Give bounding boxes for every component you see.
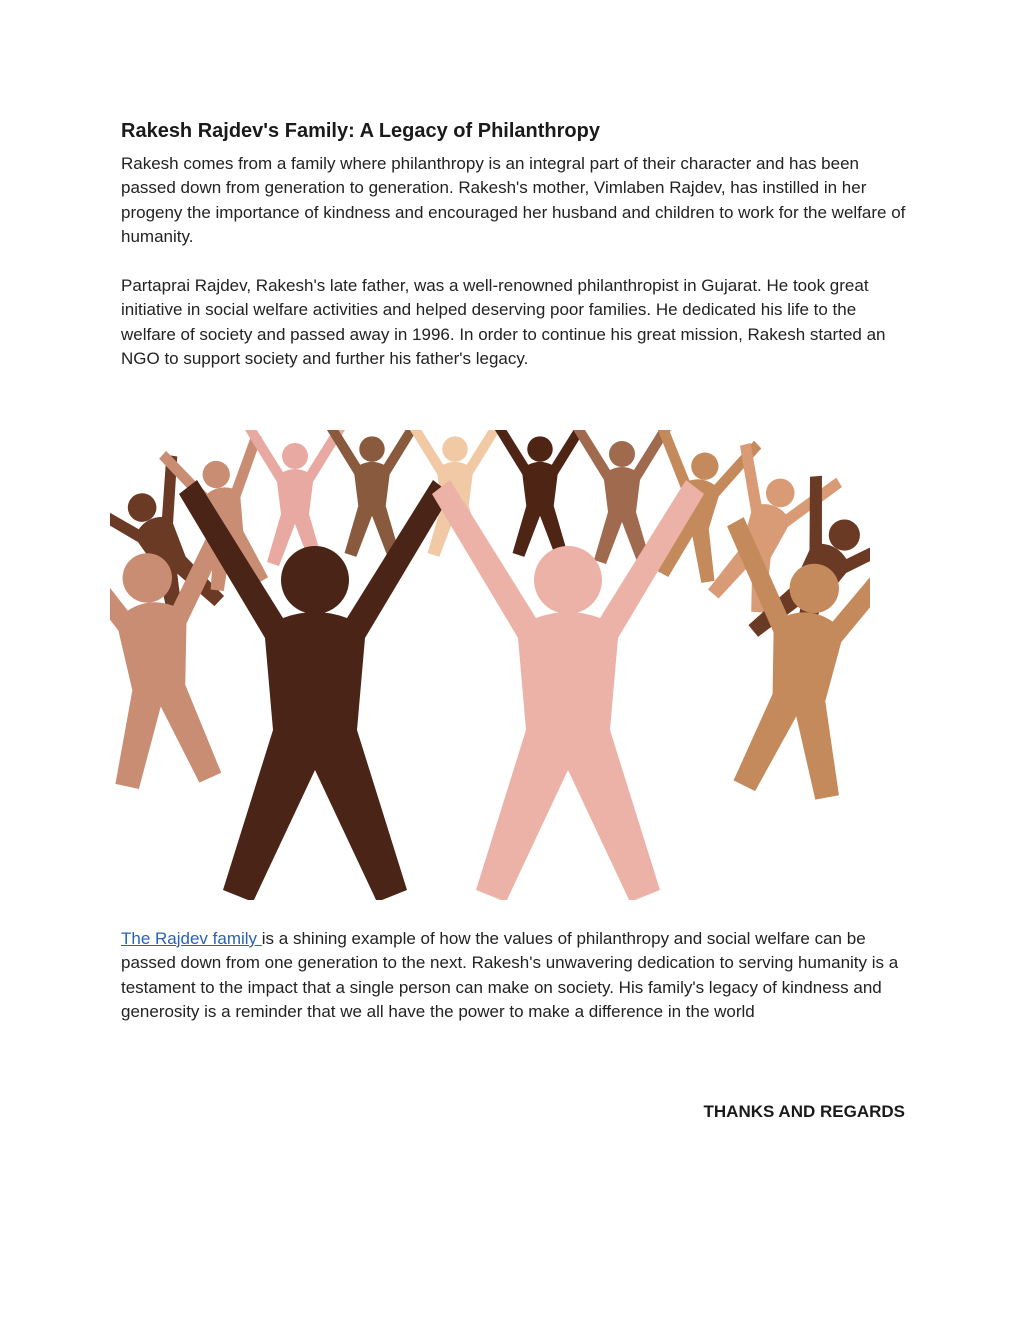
circle-of-people-icon: [110, 430, 870, 900]
signoff: THANKS AND REGARDS: [703, 1102, 905, 1121]
ring-person: [245, 430, 345, 566]
ring-person: [491, 430, 589, 557]
page-title: Rakesh Rajdev's Family: A Legacy of Philanthropy: [121, 120, 600, 142]
paragraph-conclusion: [121, 927, 911, 1025]
paragraph-conclusion-text: is a shining example of how the values of philanthropy and social welfare can be passed down from one generation to the next. Rakesh's unwavering dedication to serving humanity is a testament to the impact that a single person can make on society. His family's legacy of kindness and generosity is a reminder that we all have the power to make a difference in the world: [121, 929, 899, 1022]
paragraph-father: Partaprai Rajdev, Rakesh's late father, was a well-renowned philanthropist in Gujarat. He took great initiative in social welfare activities and helped deserving poor families. He dedicated his life to the welfare of society and passed away in 1996. In order to continue his great mission, Rakesh started an NGO to support society and further his father's legacy.: [121, 276, 886, 369]
paragraph-family-intro: Rakesh comes from a family where philanthropy is an integral part of their character and has been passed down from generation to generation. Rakesh's mother, Vimlaben Rajdev, has instilled in her progeny the importance of kindness and encouraged her husband and children to work for the welfare of humanity.: [121, 154, 906, 247]
rajdev-family-link[interactable]: The Rajdev family: [121, 929, 262, 948]
back-ring-people: [110, 430, 870, 809]
front-person-right: [432, 480, 704, 900]
